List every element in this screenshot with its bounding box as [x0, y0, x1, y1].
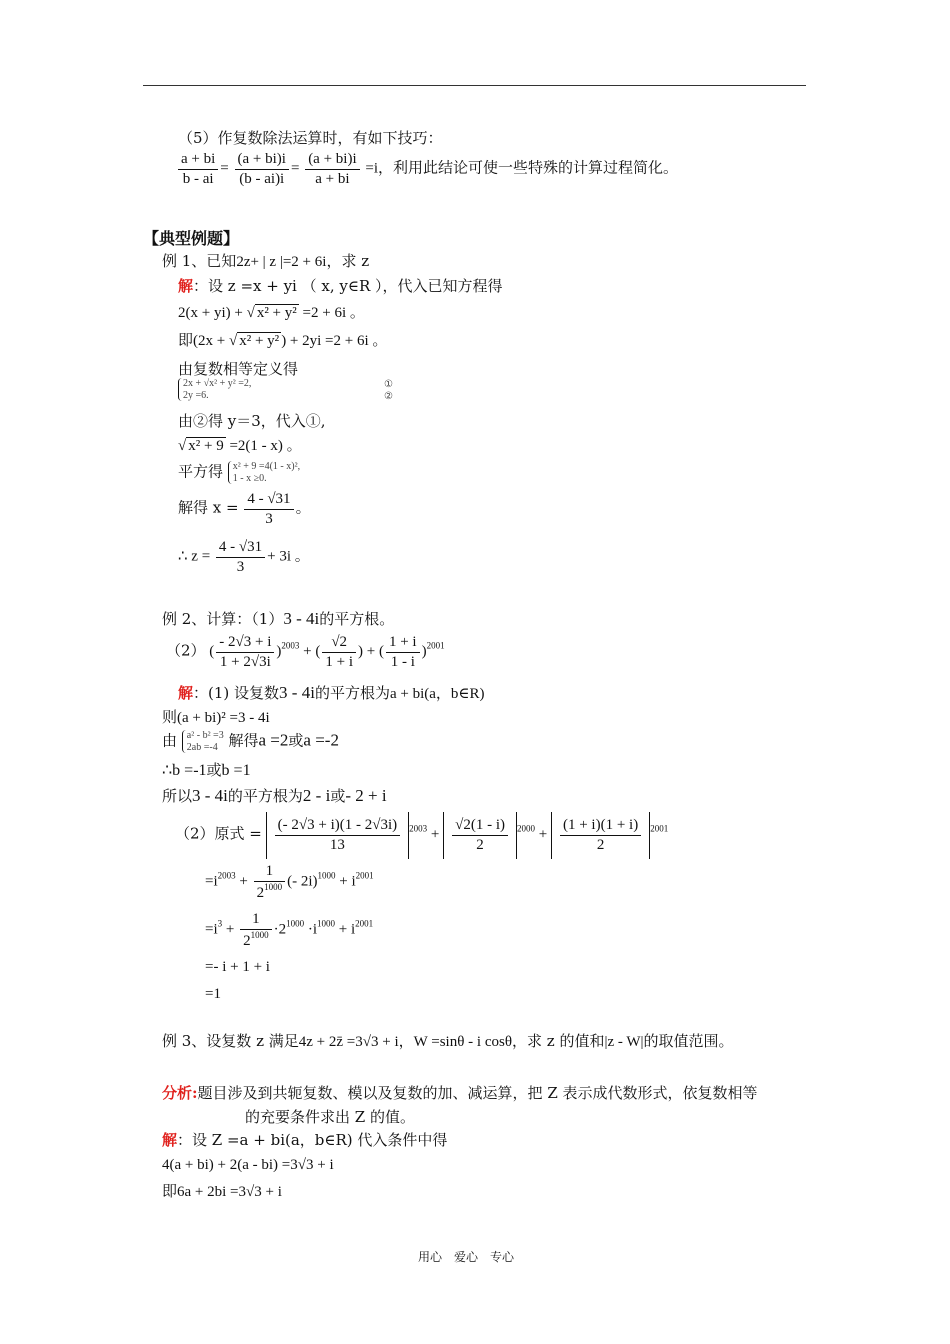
example2-solution-line1: 解：(1) 设复数3 - 4i的平方根为a + bi(a，b∈R) [178, 683, 485, 702]
header-rule [143, 85, 806, 86]
tip-line: （5）作复数除法运算时，有如下技巧： [178, 129, 443, 147]
example1-line10: ∴ z = $\frac{4 - √31}{3}$ + 3i 。 [178, 539, 310, 575]
tip-result: =i [365, 160, 379, 177]
example3-analysis-line1: 分析:题目涉及到共轭复数、模以及复数的加、减运算，把 Z 表示成代数形式，依复数相等 [162, 1084, 758, 1102]
tip-comment: ，利用此结论可使一些特殊的计算过程简化。 [378, 158, 679, 177]
example3-solution-line2: 4(a + bi) + 2(a - bi) =3√3 + i [162, 1157, 334, 1173]
example1-line8: 平方得 x² + 9 =4(1 - x)², 1 - x ≥0. [178, 461, 301, 484]
example3-solution-line3: 即6a + 2bi =3√3 + i [162, 1182, 282, 1200]
example2-s2: 则(a + bi)² =3 - 4i [162, 708, 270, 726]
example3-question: 例 3、设复数 z 满足4z + 2z̄ =3√3 + i，W =sinθ - i cosθ，求 z 的值和|z - W|的取值范围。 [162, 1032, 734, 1050]
example2-s3: 由 a² - b² =3 2ab =-4 解得a =2或a =-2 [162, 730, 339, 753]
example1-line7: √ x² + 9 =2(1 - x) 。 [178, 438, 302, 454]
example2-question2: （2） ( $\frac{- 2√3 + i}{1 + 2√3i}$ )$^{2003}$ + ( $\frac{√2}{1 + i}$ ) + ( $\frac{1 + i}{1 - i}$ )$^{2001}$ [166, 634, 445, 670]
example1-line9: 解得 x = $\frac{4 - √31}{3}$ 。 [178, 491, 311, 527]
example2-s7: $=i^{2003}$ + $\frac{1}{2^{1000}}$ (- $2i)^{1000} + i^{2001}$ [205, 863, 374, 901]
tip-formula: $\frac{a + bi}{b - ai}$ = $\frac{(a + bi)i}{(b - ai)i}$ = $\frac{(a + bi)i}{a + bi}$ =i，利用此结论可使一些特殊的计算过程简化。 [176, 150, 678, 189]
example1-line4: 由复数相等定义得 [178, 360, 299, 378]
example1-line2: 2(x + yi) + √ x² + y² =2 + 6i 。 [178, 305, 365, 321]
example1-system1-numbers: ① ② [384, 379, 393, 402]
example1-question: 例 1、已知2z+ | z |=2 + 6i，求 z [162, 252, 370, 270]
tip-fraction-3: $\frac{(a + bi)i}{a + bi}$ [305, 150, 359, 189]
example2-s10: =1 [205, 986, 221, 1002]
solution-label: 解 [178, 277, 194, 295]
tip-fraction-2: $\frac{(a + bi)i}{(b - ai)i}$ [235, 150, 289, 189]
example1-line6: 由②得 y＝3，代入①, [178, 412, 326, 430]
example3-analysis-line2: 的充要条件求出 Z 的值。 [245, 1108, 415, 1126]
example2-s9: =- i + 1 + i [205, 959, 270, 975]
section-title: 【典型例题】 [143, 229, 240, 248]
example2-question1: 例 2、计算：（1）3 - 4i的平方根。 [162, 609, 395, 628]
example2-s8: $=i^3$ + $\frac{1}{2^{1000}}$ $\cdot 2^{1000} \cdot i^{1000} + i^{2001}$ [205, 911, 374, 949]
example2-s5: 所以3 - 4i的平方根为2 - i或- 2 + i [162, 786, 387, 805]
example1-line3: 即(2x + √ x² + y² ) + 2yi =2 + 6i 。 [178, 331, 388, 349]
example2-s6: （2）原式 = $\frac{(- 2√3 + i)(1 - 2√3i)}{13}$ $^{2003}$ + $\frac{√2(1 - i)}{2}$ $^{2000}$ + $\frac{(1 + i)(1 + i)}{2}$ $^{2001}$ [175, 812, 668, 859]
tip-fraction-1: $\frac{a + bi}{b - ai}$ [178, 150, 218, 189]
example1-system1: 2x + √x² + y² =2, 2y =6. [178, 378, 251, 401]
example3-solution-line1: 解：设 Z =a + bi(a，b∈R) 代入条件中得 [162, 1131, 448, 1149]
example1-solution-line1: 解：设 z =x + yi （ x, y∈R ），代入已知方程得 [178, 277, 503, 295]
page-footer: 用心 爱心 专心 [418, 1250, 515, 1264]
example2-s4: ∴b =-1或b =1 [162, 761, 251, 779]
